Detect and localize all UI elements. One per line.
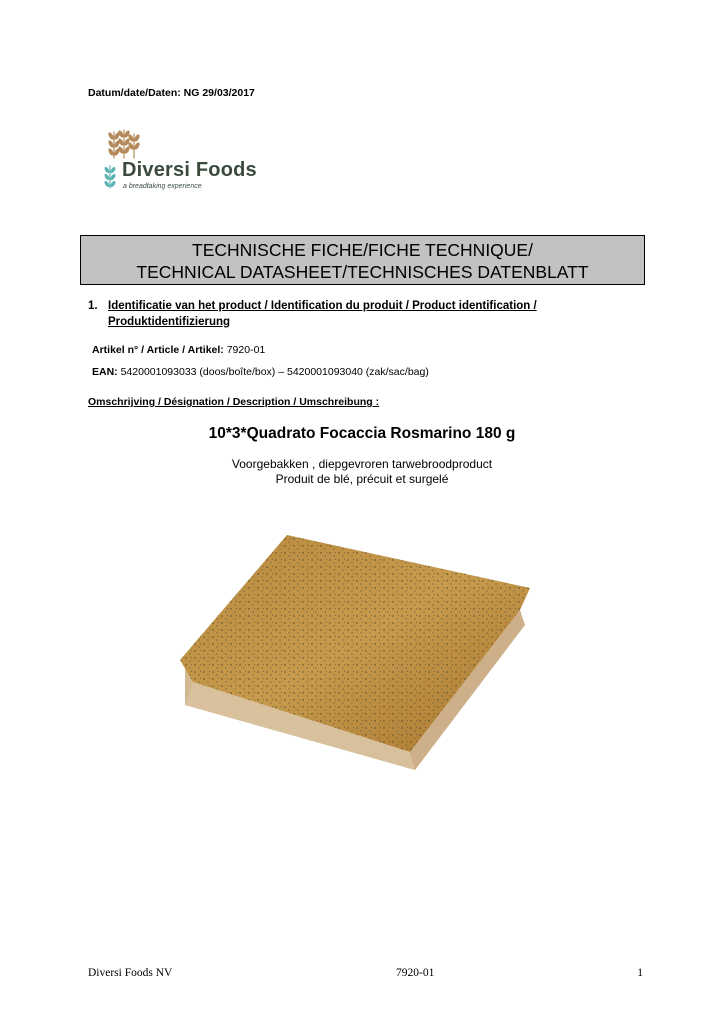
company-logo (100, 128, 280, 198)
section-title: Identificatie van het product / Identification du produit / Product identification / Produktidentifizierung (108, 300, 537, 328)
title-line-2: TECHNICAL DATASHEET/TECHNISCHES DATENBLATT (136, 262, 589, 282)
article-number-value: 7920-01 (223, 344, 266, 356)
product-description-nl: Voorgebakken , diepgevroren tarwebroodproduct (231, 457, 493, 471)
ean-row (92, 366, 429, 378)
page-footer (88, 967, 643, 983)
focaccia-photo (175, 530, 535, 780)
ean-label: EAN: (92, 366, 118, 378)
footer-company: Diversi Foods NV (88, 967, 173, 979)
logo-tagline: a breadtaking experience (123, 183, 202, 190)
product-name: 10*3*Quadrato Focaccia Rosmarino 180 g (208, 425, 516, 442)
footer-article: 7920-01 (396, 967, 435, 979)
ean-value: 5420001093033 (doos/boîte/box) – 5420001093040 (zak/sac/bag) (117, 366, 429, 378)
document-date: Datum/date/Daten: NG 29/03/2017 (88, 87, 255, 99)
document-title-box (80, 235, 645, 285)
product-description-fr: Produit de blé, précuit et surgelé (275, 472, 449, 486)
product-description (0, 457, 724, 487)
description-heading: Omschrijving / Désignation / Description / Umschreibung : (88, 396, 380, 408)
article-number-label: Artikel n° / Article / Artikel: (92, 344, 224, 356)
article-number-row (92, 344, 265, 356)
logo-wordmark: Diversi Foods (122, 159, 257, 181)
title-line-1: TECHNISCHE FICHE/FICHE TECHNIQUE/ (192, 240, 533, 260)
footer-page-number: 1 (637, 967, 643, 979)
section-number: 1. (88, 300, 98, 312)
